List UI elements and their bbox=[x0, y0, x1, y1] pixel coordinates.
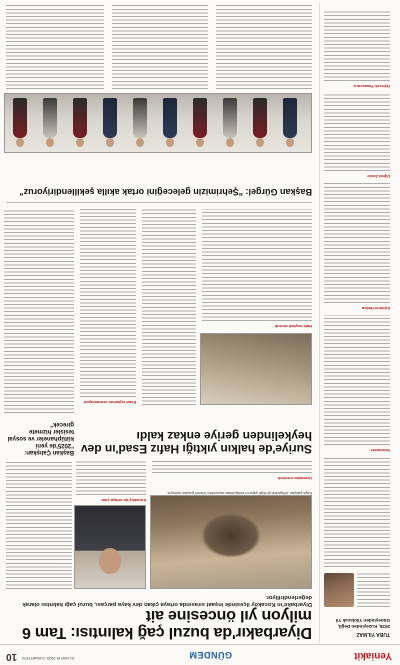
bottom-text-block bbox=[112, 5, 208, 89]
lead-deck: Diyarbakır'ın Kocaköy ilçesinde inşaat sırasında ortaya çıkan dev kaya parçası, buzul çağı kalıntısı olarak değerlendiriliyor. bbox=[22, 594, 312, 607]
portrait-face bbox=[99, 548, 121, 574]
syria-text-block bbox=[142, 209, 196, 405]
columnist-photo bbox=[324, 573, 354, 607]
bottom-text-block bbox=[6, 5, 104, 89]
person-figure bbox=[103, 98, 117, 138]
column-text-block bbox=[324, 11, 390, 81]
column-subhead: Gelecek Tasavvuru bbox=[353, 84, 390, 89]
lead-text-block bbox=[76, 461, 146, 495]
syria-subhead: Esad rejiminin sembolüydü bbox=[83, 400, 136, 405]
lead-headline: Diyarbakır'da buzul çağ kalıntısı: Tam 6 milyon yıl öncesine ait bbox=[22, 607, 312, 641]
column-title: 2025, Kuzeyinden Değil, Güneyinden Yıkılacak Yıl bbox=[335, 618, 390, 629]
person-figure bbox=[283, 98, 297, 138]
bottom-text-block bbox=[216, 5, 312, 89]
person-figure bbox=[223, 98, 237, 138]
column-text-block bbox=[324, 457, 390, 567]
syria-subhead: Halk heykeli devirdi bbox=[274, 324, 312, 329]
column-subhead: Dijital Zincir bbox=[367, 174, 390, 179]
syria-headline: Suriye'de halkın yıktığı Hafız Esad'ın dev heykelinden geriye enkaz kaldı bbox=[80, 429, 312, 456]
column-text-block bbox=[324, 93, 390, 171]
columnist-name: TUBA YILMAZ bbox=[356, 631, 390, 637]
page-number: 10 bbox=[6, 651, 18, 662]
columnist-column bbox=[319, 3, 394, 643]
issue-date: 31 MAYIS 2025 CUMARTESİ bbox=[22, 656, 75, 661]
column-text-block bbox=[357, 571, 390, 607]
side-text-block bbox=[4, 209, 74, 413]
column-subhead: Semboller bbox=[370, 448, 390, 453]
official-portrait-photo bbox=[74, 505, 146, 589]
person-figure bbox=[133, 98, 147, 138]
lead-subhead: Kocaköy'de ortaya çıktı bbox=[101, 498, 146, 503]
panel-meeting-photo bbox=[4, 93, 312, 153]
lead-subhead: Uzmanlar inceledi bbox=[277, 476, 312, 481]
person-figure bbox=[73, 98, 87, 138]
person-figure bbox=[43, 98, 57, 138]
statue-ruins-photo bbox=[200, 333, 312, 405]
side-headline: Başkan Çalışkan: "2025'de yeni kütüphaneler ve sosyal tesisler hizmete girecek" bbox=[7, 421, 74, 455]
person-figure bbox=[13, 98, 27, 138]
section-title: GÜNDEM bbox=[189, 650, 232, 660]
excavation-photo bbox=[150, 495, 312, 589]
column-text-block bbox=[324, 315, 390, 445]
divider bbox=[6, 202, 312, 203]
lead-text-block bbox=[6, 461, 72, 589]
excavation-pit bbox=[201, 513, 261, 558]
masthead bbox=[0, 644, 400, 665]
person-figure bbox=[163, 98, 177, 138]
bottom-headline: Başkan Gürgel: "Şehrimizin geleceğini ortak akılla şekillendiriyoruz" bbox=[19, 187, 312, 197]
newspaper-logo: Yeniakit bbox=[354, 650, 392, 661]
column-text-block bbox=[324, 183, 390, 303]
column-subhead: Kültürel Hafıza bbox=[361, 306, 390, 311]
person-figure bbox=[253, 98, 267, 138]
syria-text-block bbox=[80, 209, 136, 397]
syria-text-block bbox=[202, 209, 312, 321]
lead-text-block bbox=[152, 459, 312, 473]
person-figure bbox=[193, 98, 207, 138]
lead-photo-caption: Kaya parçası, bölgedeki jeolojik yapının anlaşılması açısından önemli ipuçları sunuyor. bbox=[166, 491, 312, 495]
